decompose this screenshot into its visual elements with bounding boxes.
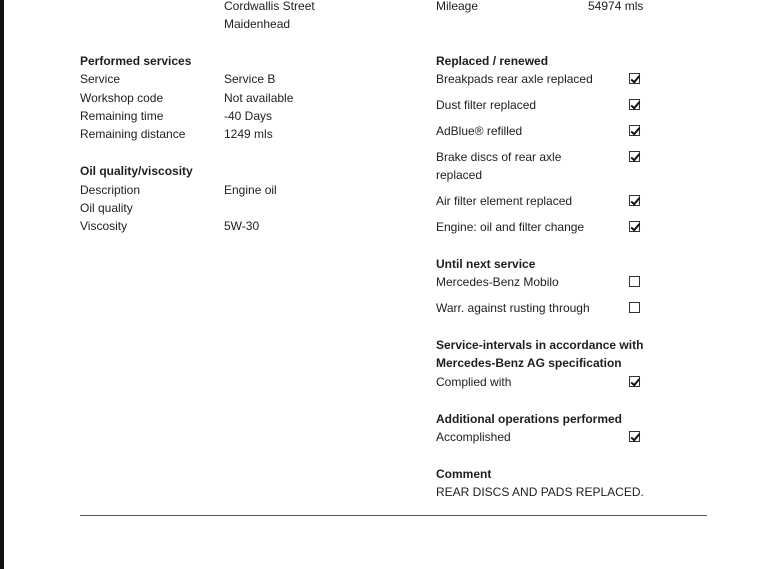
item-breakpads-checkbox[interactable]: [629, 73, 640, 84]
description-label: Description: [80, 183, 141, 197]
viscosity-label: Viscosity: [80, 219, 128, 233]
description-value: Engine oil: [224, 183, 277, 197]
remaining-distance-value: 1249 mls: [224, 127, 273, 141]
item-mobilo-checkbox[interactable]: [629, 276, 640, 287]
item-complied-label: Complied with: [436, 375, 512, 389]
replaced-title: Replaced / renewed: [436, 54, 549, 68]
address-line-2: Maidenhead: [224, 17, 291, 31]
item-rust-warranty-label: Warr. against rusting through: [436, 301, 590, 315]
additional-title: Additional operations performed: [436, 412, 623, 426]
item-accomplished-checkbox[interactable]: [629, 431, 640, 442]
workshop-code-value: Not available: [224, 91, 294, 105]
item-brake-discs-label: Brake discs of rear axle: [436, 150, 562, 164]
item-brake-discs-label-line2: replaced: [436, 168, 483, 182]
mileage-value: 54974 mls: [588, 0, 644, 13]
oil-quality-label: Oil quality: [80, 201, 133, 215]
intervals-title-line2: Mercedes-Benz AG specification: [436, 356, 622, 370]
item-mobilo-label: Mercedes-Benz Mobilo: [436, 275, 559, 289]
item-dust-filter-label: Dust filter replaced: [436, 98, 537, 112]
performed-services-title: Performed services: [80, 54, 192, 68]
divider: [80, 515, 707, 516]
mileage-label: Mileage: [436, 0, 479, 13]
service-label: Service: [80, 72, 121, 86]
item-adblue-label: AdBlue® refilled: [436, 124, 523, 138]
oil-title: Oil quality/viscosity: [80, 164, 193, 178]
item-adblue-checkbox[interactable]: [629, 125, 640, 136]
item-breakpads-label: Breakpads rear axle replaced: [436, 72, 593, 86]
item-engine-oil-checkbox[interactable]: [629, 221, 640, 232]
item-complied-checkbox[interactable]: [629, 376, 640, 387]
address-line-1: Cordwallis Street: [224, 0, 315, 13]
item-dust-filter-checkbox[interactable]: [629, 99, 640, 110]
comment-title: Comment: [436, 467, 492, 481]
item-engine-oil-label: Engine: oil and filter change: [436, 220, 585, 234]
remaining-time-value: -40 Days: [224, 109, 273, 123]
viscosity-value: 5W-30: [224, 219, 260, 233]
remaining-distance-label: Remaining distance: [80, 127, 186, 141]
service-value: Service B: [224, 72, 276, 86]
page-edge: [0, 0, 4, 569]
item-air-filter-checkbox[interactable]: [629, 195, 640, 206]
remaining-time-label: Remaining time: [80, 109, 164, 123]
item-air-filter-label: Air filter element replaced: [436, 194, 573, 208]
item-brake-discs-checkbox[interactable]: [629, 151, 640, 162]
item-rust-warranty-checkbox[interactable]: [629, 302, 640, 313]
item-accomplished-label: Accomplished: [436, 430, 511, 444]
comment-text: REAR DISCS AND PADS REPLACED.: [436, 485, 644, 499]
workshop-code-label: Workshop code: [80, 91, 164, 105]
intervals-title-line1: Service-intervals in accordance with: [436, 338, 644, 352]
until-next-title: Until next service: [436, 257, 536, 271]
